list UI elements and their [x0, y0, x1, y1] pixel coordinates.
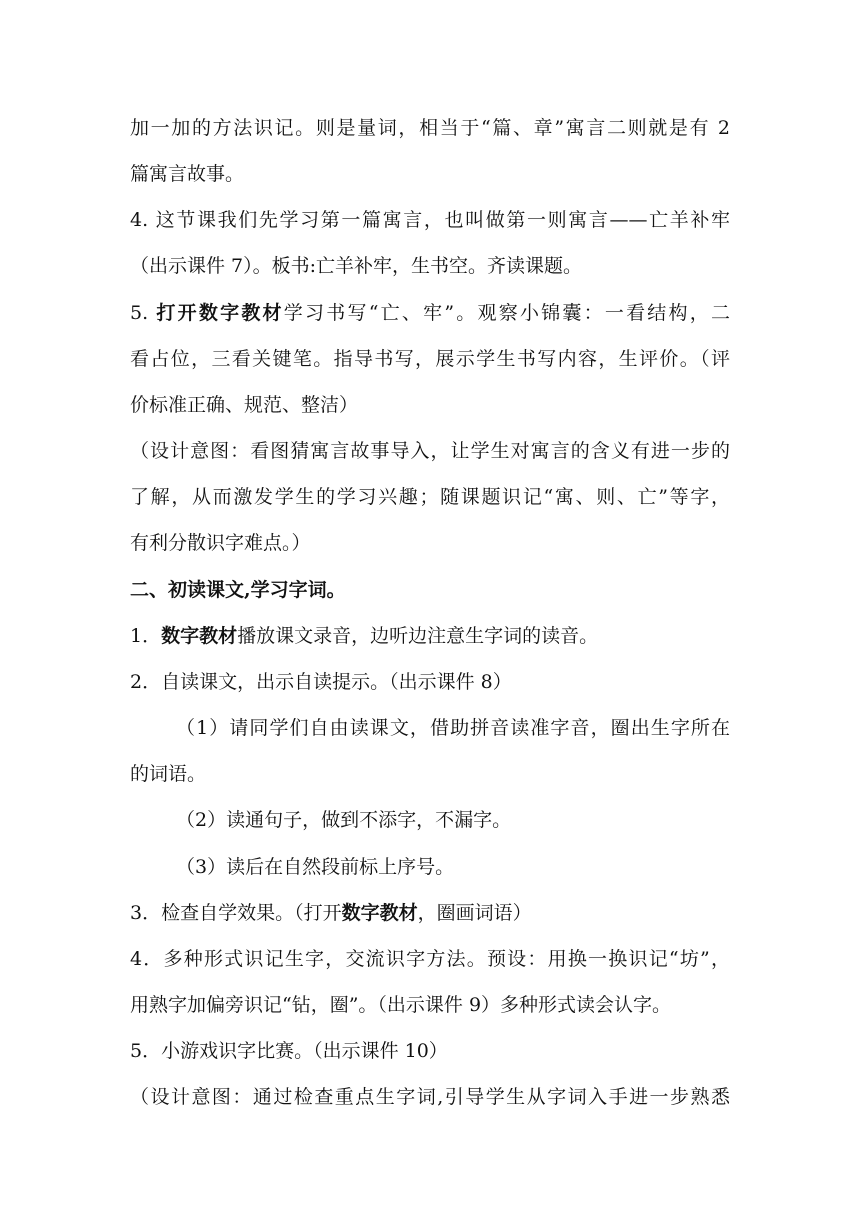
line-text: ，圈画词语）: [417, 902, 532, 924]
sub-item-line: （3）读后在自然段前标上序号。: [176, 856, 455, 878]
paragraph-line: [130, 301, 730, 325]
paragraph-line: 4．多种形式识记生字，交流识字方法。预设：用换一换识记“坊”，: [130, 948, 730, 970]
sub-item-line: （2）读通句子，做到不添字，不漏字。: [176, 809, 512, 831]
paragraph-line: 篇寓言故事。: [130, 163, 245, 185]
design-intent-line: 有利分散识字难点。）: [130, 532, 311, 554]
paragraph-line: 看占位，三看关键笔。指导书写，展示学生书写内容，生评价。（评: [130, 348, 730, 370]
design-intent-line: （设计意图：通过检查重点生字词,引导学生从字词入手进一步熟悉: [130, 1086, 730, 1108]
bold-term: 数字教材: [341, 902, 418, 924]
paragraph-line: 加一加的方法识记。则是量词，相当于“篇、章”寓言二则就是有 2: [130, 117, 730, 139]
paragraph-line: （出示课件 7）。板书:亡羊补牢，生书空。齐读课题。: [130, 255, 583, 277]
paragraph-line: 2．自读课文，出示自读提示。（出示课件 8）: [130, 671, 512, 693]
design-intent-line: （设计意图：看图猜寓言故事导入，让学生对寓言的含义有进一步的: [130, 440, 730, 462]
bold-term: 打开数字教材: [156, 302, 284, 324]
paragraph-line: 4. 这节课我们先学习第一篇寓言，也叫做第一则寓言——亡羊补牢: [130, 209, 730, 231]
sub-item-line: （1）请同学们自由读课文，借助拼音读准字音，圈出生字所在: [176, 717, 730, 739]
line-text: 播放课文录音，边听边注意生字词的读音。: [237, 625, 599, 647]
line-prefix: 5.: [130, 302, 157, 324]
line-text: 学习书写“亡、牢”。观察小锦囊：一看结构，二: [283, 302, 730, 324]
section-heading: 二、初读课文,学习字词。: [130, 579, 346, 601]
design-intent-line: 了解，从而激发学生的学习兴趣；随课题识记“寓、则、亡”等字，: [130, 486, 730, 508]
paragraph-line: [130, 624, 730, 648]
bold-term: 数字教材: [161, 625, 238, 647]
paragraph-line: [130, 901, 730, 925]
line-prefix: 1．: [130, 625, 162, 647]
paragraph-line: 价标准正确、规范、整洁）: [130, 394, 359, 416]
paragraph-line: 的词语。: [130, 763, 207, 785]
paragraph-line: 用熟字加偏旁识记“钻，圈”。（出示课件 9）多种形式读会认字。: [130, 994, 672, 1016]
line-prefix: 3．检查自学效果。（打开: [130, 902, 342, 924]
paragraph-line: 5．小游戏识字比赛。（出示课件 10）: [130, 1040, 448, 1062]
